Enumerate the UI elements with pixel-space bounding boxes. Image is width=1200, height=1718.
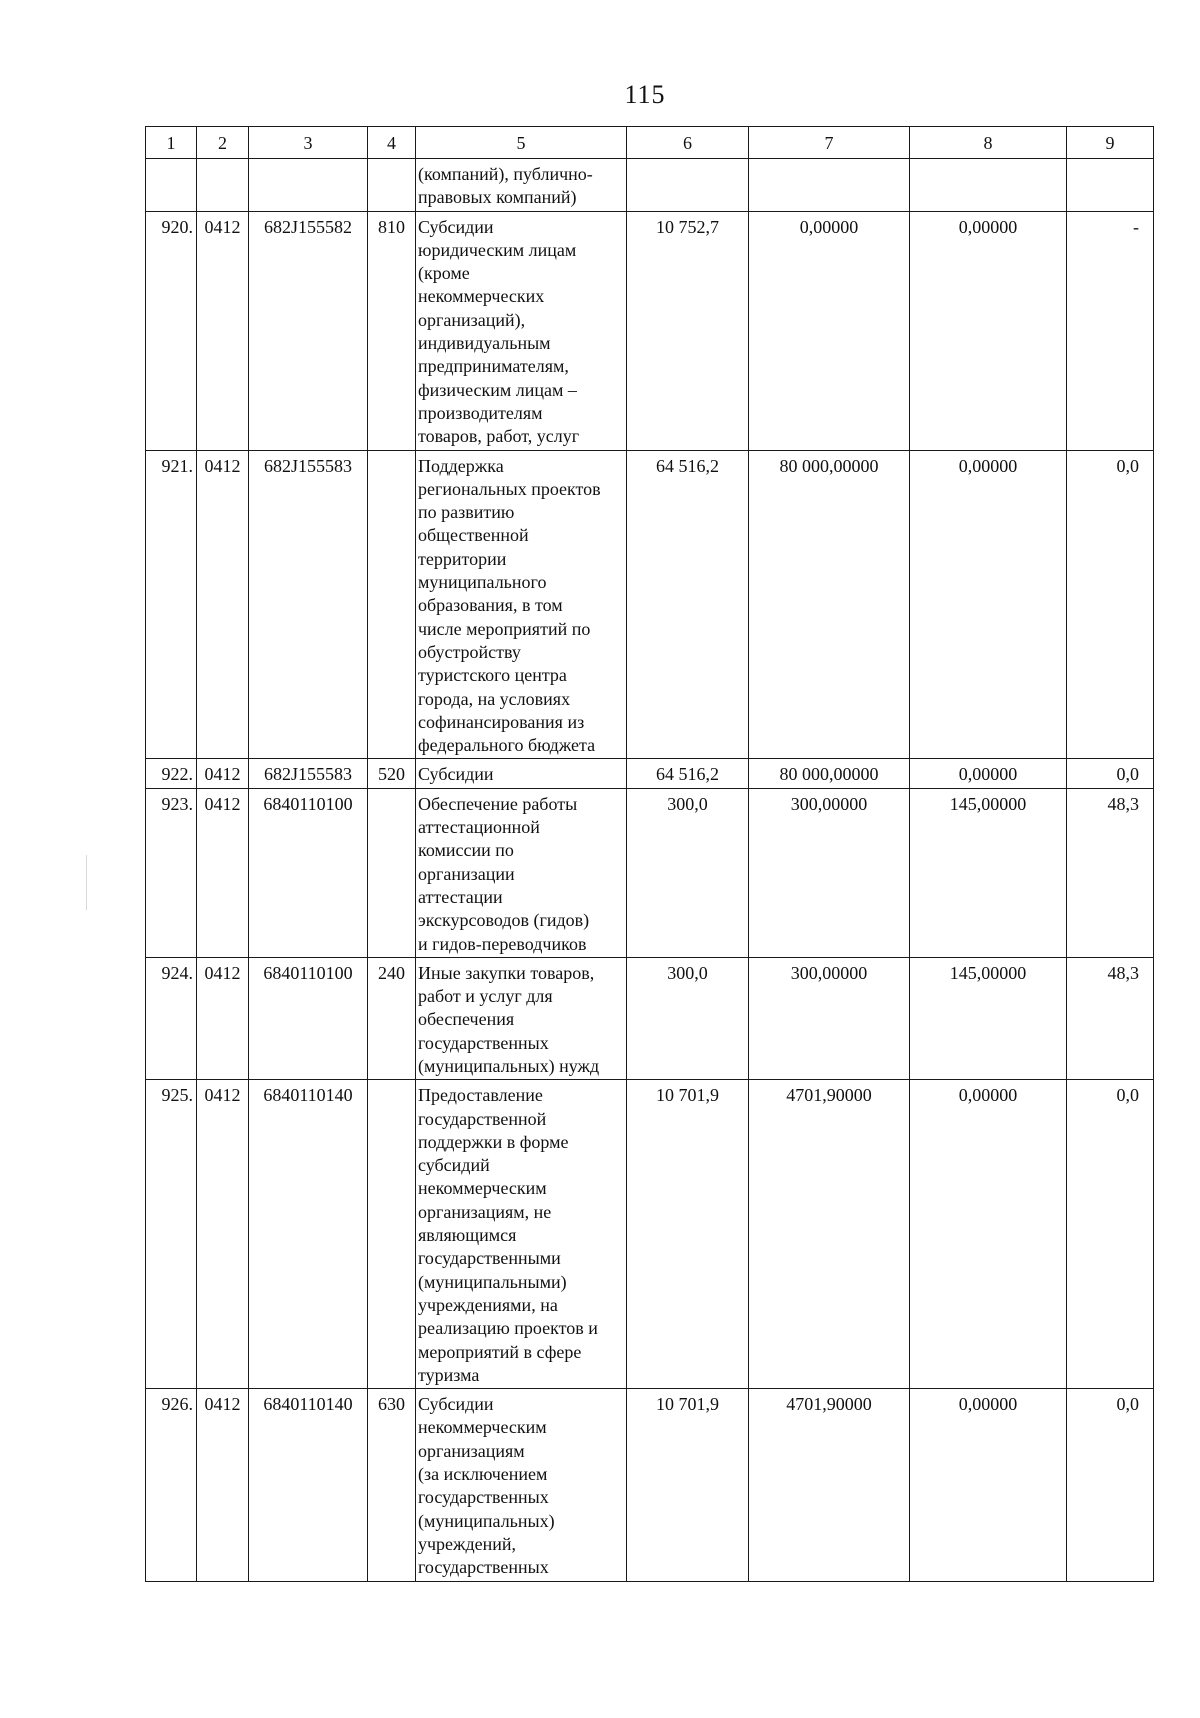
value-cell-7: 300,00000	[749, 788, 910, 957]
description-cell: Обеспечение работы аттестационной комиссии по организации аттестации экскурсоводов (гидов) и гидов-переводчиков	[416, 788, 627, 957]
table-row	[146, 759, 1154, 788]
budget-table	[145, 126, 1154, 1582]
target-code-cell: 682J155583	[249, 450, 368, 759]
table-header-row	[146, 127, 1154, 159]
section-code-cell: 0412	[197, 211, 249, 450]
value-cell-9: -	[1067, 211, 1154, 450]
row-number-cell: 923.	[146, 788, 197, 957]
value-cell-7: 4701,90000	[749, 1389, 910, 1581]
value-cell-7: 80 000,00000	[749, 450, 910, 759]
row-number-cell: 924.	[146, 957, 197, 1079]
value-cell-9: 0,0	[1067, 759, 1154, 788]
value-cell-7: 80 000,00000	[749, 759, 910, 788]
row-number-cell	[146, 159, 197, 212]
section-code-cell	[197, 159, 249, 212]
description-cell: Субсидии некоммерческим организациям (за исключением государственных (муниципальных) учреждений, государственных	[416, 1389, 627, 1581]
expense-type-cell: 630	[368, 1389, 416, 1581]
section-code-cell: 0412	[197, 759, 249, 788]
target-code-cell: 6840110140	[249, 1389, 368, 1581]
table-row	[146, 1389, 1154, 1581]
value-cell-8: 0,00000	[910, 450, 1067, 759]
section-code-cell: 0412	[197, 1080, 249, 1389]
table-row	[146, 1080, 1154, 1389]
value-cell-6: 10 752,7	[627, 211, 749, 450]
description-cell: (компаний), публично- правовых компаний)	[416, 159, 627, 212]
value-cell-9: 0,0	[1067, 450, 1154, 759]
value-cell-9: 0,0	[1067, 1389, 1154, 1581]
value-cell-6: 64 516,2	[627, 759, 749, 788]
column-header: 4	[368, 127, 416, 159]
value-cell-8: 0,00000	[910, 1389, 1067, 1581]
section-code-cell: 0412	[197, 1389, 249, 1581]
value-cell-9: 48,3	[1067, 957, 1154, 1079]
scan-artifact-line	[86, 855, 87, 910]
column-header: 5	[416, 127, 627, 159]
target-code-cell	[249, 159, 368, 212]
value-cell-8: 0,00000	[910, 759, 1067, 788]
value-cell-8: 145,00000	[910, 957, 1067, 1079]
value-cell-6: 300,0	[627, 957, 749, 1079]
column-header: 8	[910, 127, 1067, 159]
value-cell-8: 145,00000	[910, 788, 1067, 957]
target-code-cell: 682J155583	[249, 759, 368, 788]
value-cell-7: 300,00000	[749, 957, 910, 1079]
table-row	[146, 450, 1154, 759]
value-cell-7: 4701,90000	[749, 1080, 910, 1389]
target-code-cell: 682J155582	[249, 211, 368, 450]
expense-type-cell: 520	[368, 759, 416, 788]
value-cell-9: 48,3	[1067, 788, 1154, 957]
value-cell-8: 0,00000	[910, 211, 1067, 450]
table-row	[146, 211, 1154, 450]
section-code-cell: 0412	[197, 957, 249, 1079]
description-cell: Иные закупки товаров, работ и услуг для обеспечения государственных (муниципальных) нужд	[416, 957, 627, 1079]
value-cell-9	[1067, 159, 1154, 212]
row-number-cell: 921.	[146, 450, 197, 759]
table-row	[146, 159, 1154, 212]
target-code-cell: 6840110100	[249, 957, 368, 1079]
value-cell-6: 300,0	[627, 788, 749, 957]
value-cell-7	[749, 159, 910, 212]
value-cell-6	[627, 159, 749, 212]
expense-type-cell	[368, 159, 416, 212]
target-code-cell: 6840110140	[249, 1080, 368, 1389]
row-number-cell: 925.	[146, 1080, 197, 1389]
description-cell: Предоставление государственной поддержки в форме субсидий некоммерческим организациям, не являющимся государственными (муниципальными) учреждениями, на реализацию проектов и мероприятий в сфере туризма	[416, 1080, 627, 1389]
column-header: 3	[249, 127, 368, 159]
column-header: 7	[749, 127, 910, 159]
row-number-cell: 922.	[146, 759, 197, 788]
value-cell-9: 0,0	[1067, 1080, 1154, 1389]
description-cell: Субсидии юридическим лицам (кроме некоммерческих организаций), индивидуальным предпринимателям, физическим лицам – производителям товаров, работ, услуг	[416, 211, 627, 450]
description-cell: Субсидии	[416, 759, 627, 788]
page-number: 115	[624, 80, 666, 109]
expense-type-cell	[368, 788, 416, 957]
expense-type-cell	[368, 450, 416, 759]
row-number-cell: 926.	[146, 1389, 197, 1581]
column-header: 6	[627, 127, 749, 159]
row-number-cell: 920.	[146, 211, 197, 450]
column-header: 1	[146, 127, 197, 159]
value-cell-8	[910, 159, 1067, 212]
value-cell-6: 10 701,9	[627, 1389, 749, 1581]
section-code-cell: 0412	[197, 788, 249, 957]
value-cell-7: 0,00000	[749, 211, 910, 450]
table-row	[146, 788, 1154, 957]
value-cell-8: 0,00000	[910, 1080, 1067, 1389]
value-cell-6: 10 701,9	[627, 1080, 749, 1389]
expense-type-cell: 810	[368, 211, 416, 450]
value-cell-6: 64 516,2	[627, 450, 749, 759]
description-cell: Поддержка региональных проектов по развитию общественной территории муниципального образования, в том числе мероприятий по обустройству туристского центра города, на условиях софинансирования из федерального бюджета	[416, 450, 627, 759]
column-header: 9	[1067, 127, 1154, 159]
section-code-cell: 0412	[197, 450, 249, 759]
expense-type-cell: 240	[368, 957, 416, 1079]
table-row	[146, 957, 1154, 1079]
column-header: 2	[197, 127, 249, 159]
expense-type-cell	[368, 1080, 416, 1389]
target-code-cell: 6840110100	[249, 788, 368, 957]
